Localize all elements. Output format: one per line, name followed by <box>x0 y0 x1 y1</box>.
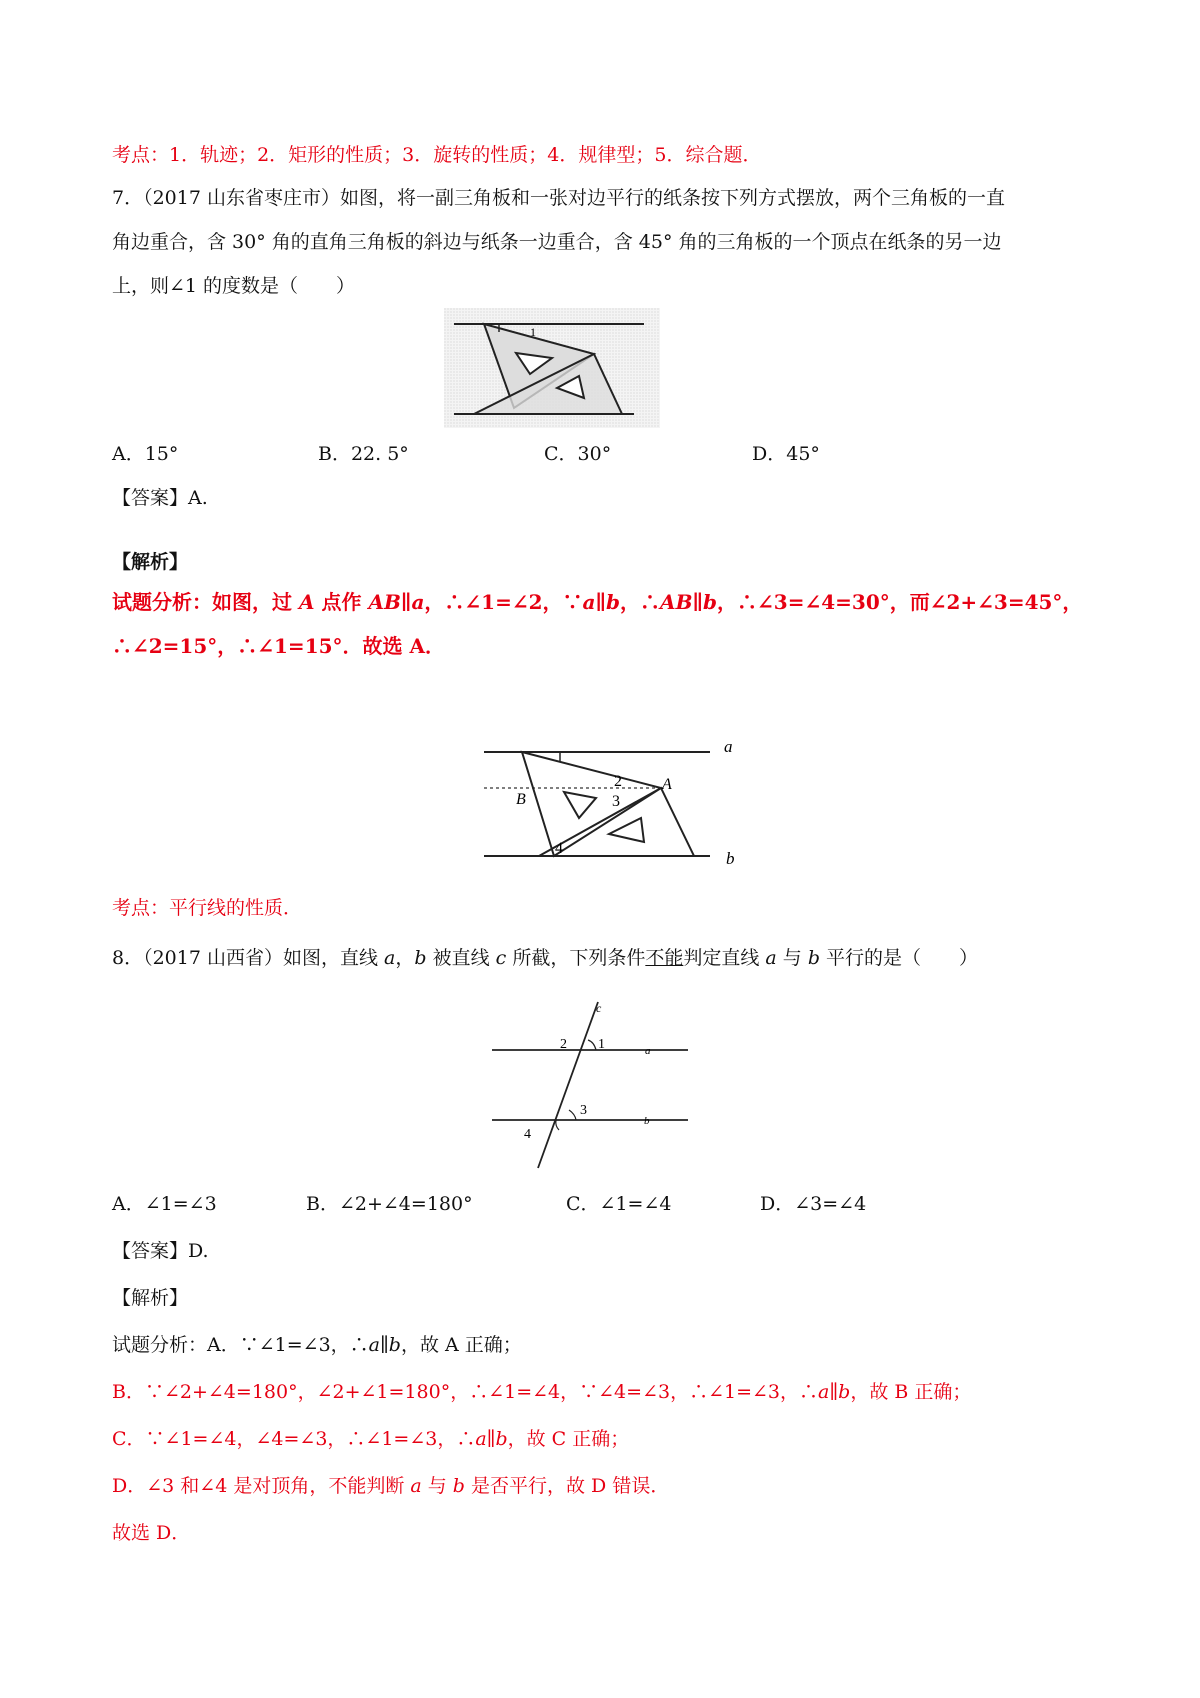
fig2-label-2: 2 <box>614 773 622 790</box>
q8-final: 故选 D． <box>112 1522 191 1544</box>
fig2-label-A: A <box>662 776 672 793</box>
q7-kaodian: 考点：平行线的性质． <box>112 897 303 919</box>
q8-option-a: A．∠1=∠3 <box>112 1193 217 1215</box>
q8-answer: 【答案】D. <box>112 1240 209 1262</box>
q7-analysis-line1: 试题分析：如图，过 A 点作 AB∥a，∴∠1=∠2，∵a∥b，∴AB∥b，∴∠3=∠4=30°，而∠2+∠3=45°， <box>112 590 1083 614</box>
fig1-label-1: 1 <box>530 325 536 339</box>
fig3-label-4: 4 <box>524 1127 531 1142</box>
q7-option-a: A．15° <box>112 443 179 465</box>
q7-stem-line3: 上，则∠1 的度数是（ ） <box>112 275 356 297</box>
fig2-label-4: 4 <box>555 840 563 857</box>
fig3-label-2: 2 <box>560 1037 567 1052</box>
fig3-label-c: c <box>596 1001 602 1015</box>
q8-option-d: D．∠3=∠4 <box>760 1193 867 1215</box>
q7-figure-2 <box>484 736 764 880</box>
fig2-label-a: a <box>724 737 733 756</box>
fig3-label-3: 3 <box>580 1103 587 1118</box>
fig2-label-3: 3 <box>612 793 620 810</box>
q7-option-b: B．22. 5° <box>318 443 409 465</box>
q8-analysis-a: 试题分析：A．∵∠1=∠3，∴a∥b，故 A 正确； <box>112 1334 522 1356</box>
q7-stem-line2: 角边重合，含 30° 角的直角三角板的斜边与纸条一边重合，含 45° 角的三角板的一个顶点在纸条的另一边 <box>112 231 1002 253</box>
q7-analysis-heading: 【解析】 <box>112 551 189 573</box>
q8-analysis-c: C．∵∠1=∠4，∠4=∠3，∴∠1=∠3，∴a∥b，故 C 正确； <box>112 1428 630 1450</box>
q8-analysis-b: B．∵∠2+∠4=180°，∠2+∠1=180°，∴∠1=∠4，∵∠4=∠3，∴∠1=∠3，∴a∥b，故 B 正确； <box>112 1381 972 1403</box>
q7-answer: 【答案】A. <box>112 487 208 509</box>
fig2-label-B: B <box>516 791 526 808</box>
q7-option-d: D．45° <box>752 443 820 465</box>
q8-analysis-heading: 【解析】 <box>112 1287 189 1309</box>
q8-option-b: B．∠2+∠4=180° <box>306 1193 473 1215</box>
q8-stem: 8．（2017 山西省）如图，直线 a，b 被直线 c 所截，下列条件不能判定直线 a 与 b 平行的是（ ） <box>112 947 979 969</box>
fig3-label-b: b <box>644 1115 650 1127</box>
q7-analysis-line2: ∴∠2=15°，∴∠1=15°．故选 A． <box>112 634 446 658</box>
fig3-label-a: a <box>645 1045 651 1057</box>
q8-option-c: C．∠1=∠4 <box>566 1193 672 1215</box>
kaodian-1: 考点：1．轨迹；2．矩形的性质；3．旋转的性质；4．规律型；5．综合题． <box>112 144 762 166</box>
q7-figure-1 <box>444 308 660 432</box>
fig3-label-1: 1 <box>598 1037 605 1052</box>
q8-analysis-d: D．∠3 和∠4 是对顶角，不能判断 a 与 b 是否平行，故 D 错误． <box>112 1475 670 1497</box>
q7-option-c: C．30° <box>544 443 612 465</box>
q7-stem-line1: 7．（2017 山东省枣庄市）如图，将一副三角板和一张对边平行的纸条按下列方式摆放，两个三角板的一直 <box>112 187 1005 209</box>
fig2-label-b: b <box>726 849 735 868</box>
q8-figure <box>488 992 728 1176</box>
